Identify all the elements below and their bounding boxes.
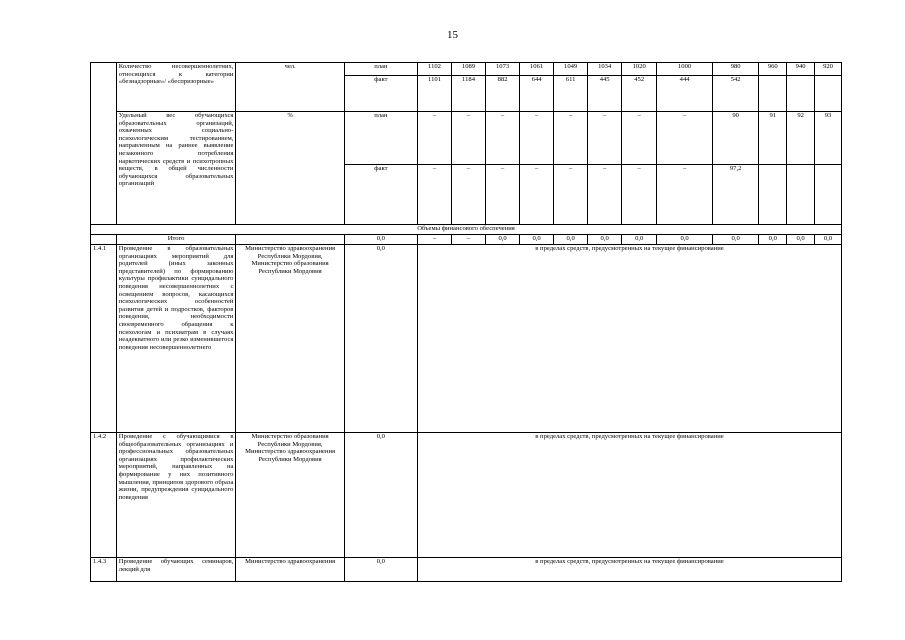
total-value: 0,0 bbox=[787, 235, 815, 245]
activity-name: Проведение с обучающимися в общеобразовательных организациях и профессиональных образовательных организациях профилактических мероприятий, направленных на формирование у них позитивного мышления, принципов здорового образа жизни, предупреждения суицидального поведения bbox=[116, 433, 236, 558]
blank-num-cell bbox=[91, 63, 117, 225]
value-cell: 1000 bbox=[657, 63, 713, 76]
indicator-1-name: Количество несовершеннолетних, относящихся к категории «безнадзорные»/ «беспризорные» bbox=[116, 63, 236, 112]
value-cell bbox=[787, 165, 815, 225]
total-sum: 0,0 bbox=[344, 235, 417, 245]
value-cell: – bbox=[520, 112, 554, 165]
blank-cell bbox=[236, 235, 344, 245]
indicator-2-unit: % bbox=[236, 112, 344, 225]
value-cell: 960 bbox=[759, 63, 787, 76]
total-value: 0,0 bbox=[588, 235, 622, 245]
indicator-1-unit: чел. bbox=[236, 63, 344, 112]
value-cell: 92 bbox=[787, 112, 815, 165]
value-cell: – bbox=[486, 165, 520, 225]
row-label: факт bbox=[344, 76, 417, 112]
activity-sum: 0,0 bbox=[344, 245, 417, 433]
value-cell: 940 bbox=[787, 63, 815, 76]
program-table bbox=[90, 62, 842, 582]
activity-sum: 0,0 bbox=[344, 558, 417, 582]
value-cell: 91 bbox=[759, 112, 787, 165]
activity-number: 1.4.1 bbox=[91, 245, 117, 433]
value-cell: 542 bbox=[712, 76, 758, 112]
total-value: 0,0 bbox=[486, 235, 520, 245]
finance-header: Объемы финансового обеспечения bbox=[91, 225, 842, 235]
activity-row bbox=[91, 433, 842, 558]
value-cell: 97,2 bbox=[712, 165, 758, 225]
value-cell: 644 bbox=[520, 76, 554, 112]
value-cell: 1089 bbox=[452, 63, 486, 76]
value-cell: – bbox=[554, 165, 588, 225]
activity-executor: Министерство здравоохранения Республики Мордовия, Министерство образования Республики Мордовия bbox=[236, 245, 344, 433]
total-value: 0,0 bbox=[520, 235, 554, 245]
value-cell: – bbox=[588, 165, 622, 225]
value-cell: – bbox=[657, 112, 713, 165]
value-cell: 1061 bbox=[520, 63, 554, 76]
value-cell: – bbox=[588, 112, 622, 165]
activity-funding-note: в пределах средств, предусмотренных на текущее финансирование bbox=[417, 433, 841, 558]
indicator-2-name: Удельный вес обучающихся образовательных организаций, охваченных социально-психологическим тестированием, направленным на раннее выявление незаконного потребления наркотических средств и психотропных веществ, в общей численности обучающихся образовательных организаций bbox=[116, 112, 236, 225]
blank-cell bbox=[91, 235, 117, 245]
value-cell bbox=[815, 76, 842, 112]
total-value: 0,0 bbox=[712, 235, 758, 245]
activity-sum: 0,0 bbox=[344, 433, 417, 558]
total-value: 0,0 bbox=[657, 235, 713, 245]
value-cell: 1049 bbox=[554, 63, 588, 76]
value-cell: 1184 bbox=[452, 76, 486, 112]
value-cell: 980 bbox=[712, 63, 758, 76]
page-number: 15 bbox=[447, 29, 458, 41]
value-cell: 611 bbox=[554, 76, 588, 112]
value-cell: – bbox=[554, 112, 588, 165]
value-cell: – bbox=[417, 165, 451, 225]
total-row bbox=[91, 235, 842, 245]
indicator-2-plan-row bbox=[91, 112, 842, 165]
value-cell: 444 bbox=[657, 76, 713, 112]
value-cell: 1034 bbox=[588, 63, 622, 76]
total-value: 0,0 bbox=[815, 235, 842, 245]
value-cell: – bbox=[657, 165, 713, 225]
value-cell: 1020 bbox=[622, 63, 657, 76]
activity-name: Проведение обучающих семинаров, лекций для bbox=[116, 558, 236, 582]
indicator-1-plan-row bbox=[91, 63, 842, 76]
activity-executor: Министерство здравоохранения bbox=[236, 558, 344, 582]
total-value: 0,0 bbox=[759, 235, 787, 245]
total-label: Итого bbox=[116, 235, 236, 245]
activity-row bbox=[91, 245, 842, 433]
value-cell bbox=[787, 76, 815, 112]
activity-row bbox=[91, 558, 842, 582]
value-cell: – bbox=[486, 112, 520, 165]
value-cell: 1101 bbox=[417, 76, 451, 112]
value-cell: 882 bbox=[486, 76, 520, 112]
activity-name: Проведение в образовательных организациях мероприятий для родителей (иных законных представителей) по формированию культуры профилактики суицидального поведения несовершеннолетних с освещением вопросов, касающихся психологических особенностей развития детей и подростков, факторов поведения, необходимости своевременного обращения к психологам и психиатрам в случаях неадекватного или резко изменившегося поведения несовершеннолетнего bbox=[116, 245, 236, 433]
value-cell: – bbox=[622, 165, 657, 225]
total-value: 0,0 bbox=[554, 235, 588, 245]
total-value: 0,0 bbox=[622, 235, 657, 245]
value-cell: 1102 bbox=[417, 63, 451, 76]
value-cell: 1073 bbox=[486, 63, 520, 76]
row-label: план bbox=[344, 112, 417, 165]
value-cell: 445 bbox=[588, 76, 622, 112]
activity-number: 1.4.3 bbox=[91, 558, 117, 582]
value-cell: – bbox=[520, 165, 554, 225]
value-cell: – bbox=[452, 165, 486, 225]
value-cell: – bbox=[452, 112, 486, 165]
value-cell: 920 bbox=[815, 63, 842, 76]
row-label: факт bbox=[344, 165, 417, 225]
value-cell: – bbox=[622, 112, 657, 165]
activity-executor: Министерство образования Республики Мордовия, Министерство здравоохранения Республики Мордовия bbox=[236, 433, 344, 558]
finance-header-row bbox=[91, 225, 842, 235]
total-value: – bbox=[452, 235, 486, 245]
value-cell: 90 bbox=[712, 112, 758, 165]
value-cell bbox=[759, 76, 787, 112]
value-cell: 452 bbox=[622, 76, 657, 112]
activity-funding-note: в пределах средств, предусмотренных на текущее финансирование bbox=[417, 245, 841, 433]
value-cell bbox=[815, 165, 842, 225]
value-cell: – bbox=[417, 112, 451, 165]
activity-funding-note: в пределах средств, предусмотренных на текущее финансирование bbox=[417, 558, 841, 582]
total-value: – bbox=[417, 235, 451, 245]
value-cell bbox=[759, 165, 787, 225]
activity-number: 1.4.2 bbox=[91, 433, 117, 558]
value-cell: 93 bbox=[815, 112, 842, 165]
row-label: план bbox=[344, 63, 417, 76]
